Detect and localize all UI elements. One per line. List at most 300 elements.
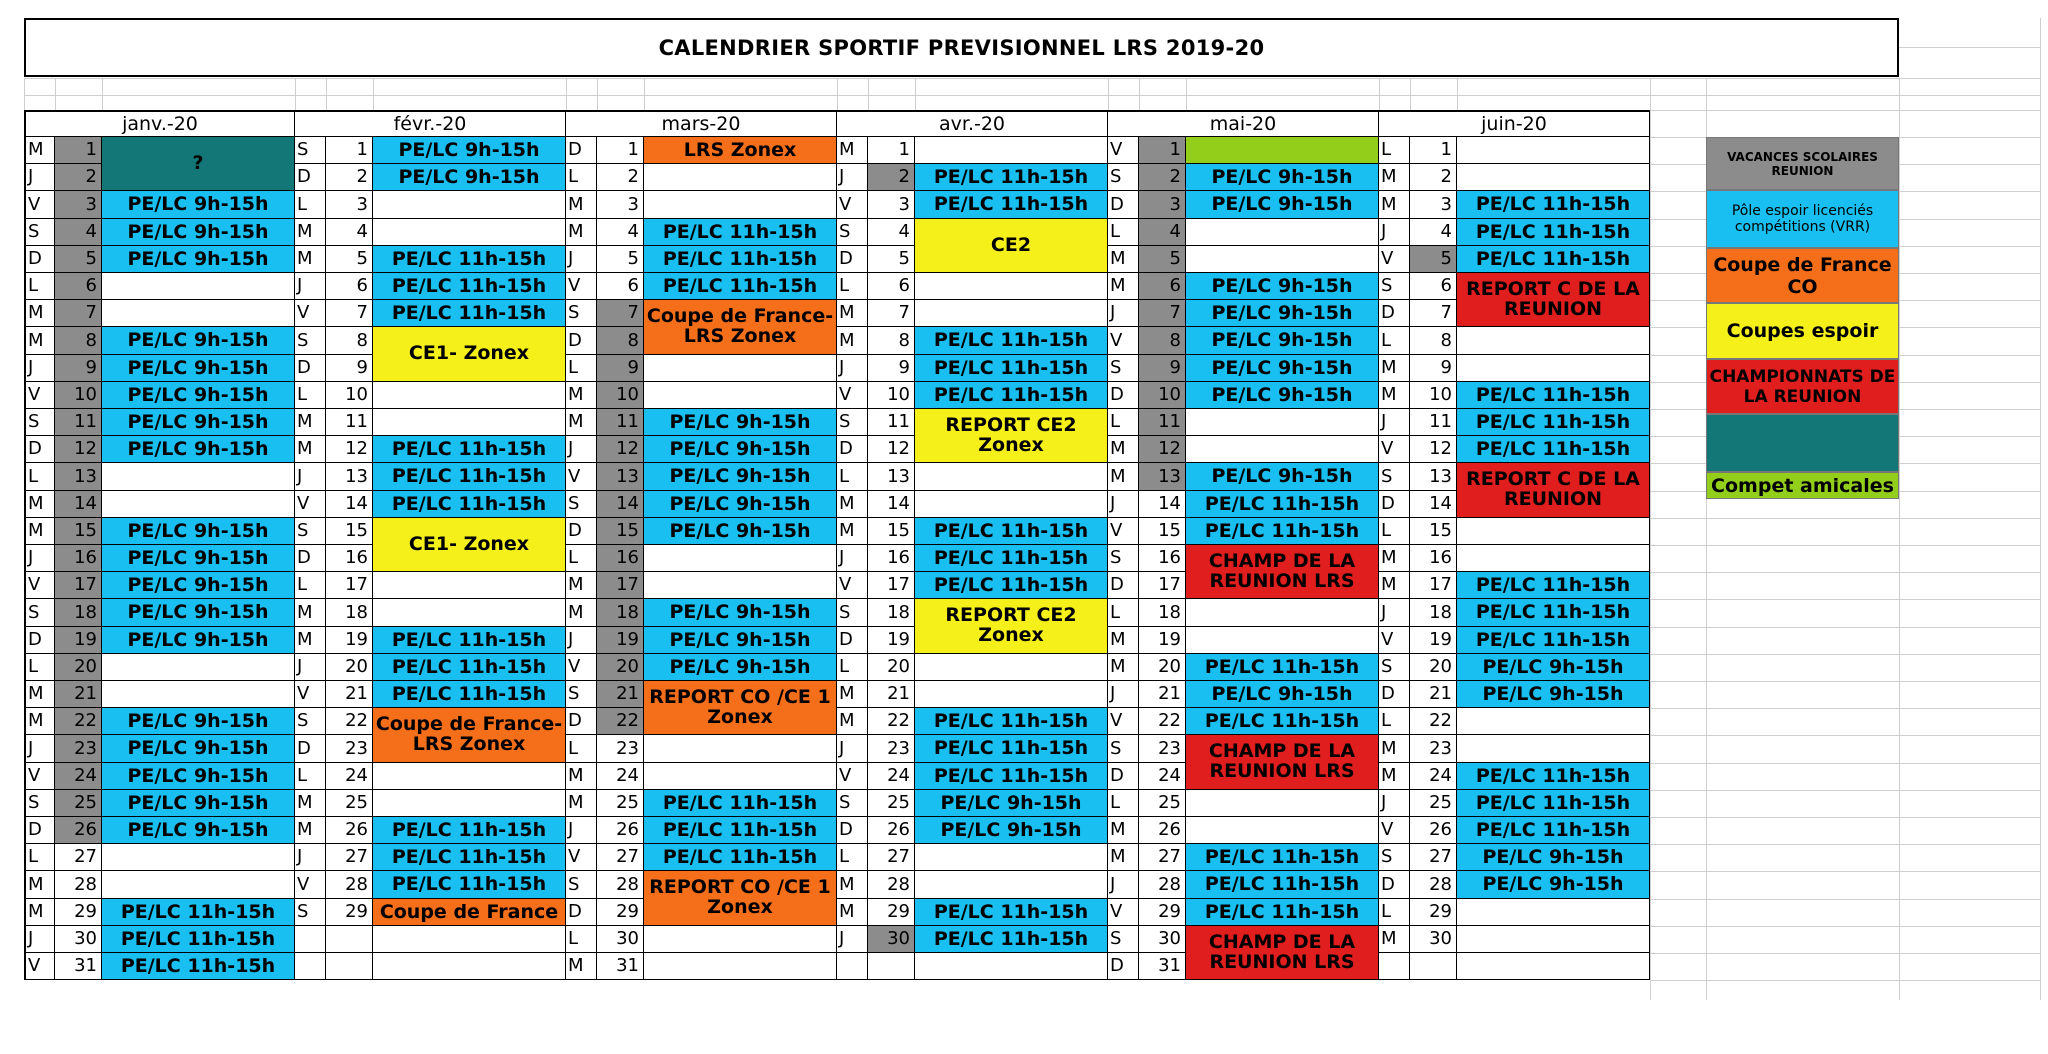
- event-cell[interactable]: CHAMP DE LA REUNION LRS: [1186, 545, 1379, 599]
- day-number[interactable]: 12: [1139, 436, 1186, 463]
- day-number[interactable]: 3: [55, 191, 102, 219]
- day-letter[interactable]: S: [295, 899, 326, 926]
- month-header[interactable]: juin-20: [1379, 110, 1650, 137]
- activity-cell[interactable]: [1457, 545, 1650, 572]
- day-number[interactable]: 23: [55, 735, 102, 763]
- day-number[interactable]: 1: [1410, 137, 1457, 164]
- day-number[interactable]: 23: [1139, 735, 1186, 763]
- day-number[interactable]: 21: [55, 681, 102, 708]
- day-letter[interactable]: V: [1108, 137, 1139, 164]
- event-cell[interactable]: Coupe de France- LRS Zonex: [373, 708, 566, 763]
- day-letter[interactable]: M: [1108, 817, 1139, 844]
- event-cell[interactable]: PE/LC 11h-15h: [644, 844, 837, 871]
- day-letter[interactable]: V: [1108, 708, 1139, 735]
- day-number[interactable]: 29: [1139, 899, 1186, 926]
- day-letter[interactable]: M: [566, 790, 597, 817]
- day-letter[interactable]: J: [566, 817, 597, 844]
- event-cell[interactable]: PE/LC 9h-15h: [102, 246, 295, 273]
- day-letter[interactable]: M: [837, 518, 868, 545]
- day-letter[interactable]: M: [566, 572, 597, 599]
- day-number[interactable]: 14: [55, 491, 102, 518]
- day-letter[interactable]: D: [566, 708, 597, 735]
- day-number[interactable]: 9: [55, 355, 102, 382]
- event-cell[interactable]: PE/LC 11h-15h: [1457, 382, 1650, 409]
- event-cell[interactable]: PE/LC 9h-15h: [102, 409, 295, 436]
- day-number[interactable]: 12: [326, 436, 373, 463]
- day-number[interactable]: 11: [1139, 409, 1186, 436]
- day-letter[interactable]: V: [837, 572, 868, 599]
- event-cell[interactable]: PE/LC 9h-15h: [1186, 681, 1379, 708]
- day-number[interactable]: 11: [868, 409, 915, 436]
- day-letter[interactable]: M: [24, 708, 55, 735]
- day-number[interactable]: 1: [1139, 137, 1186, 164]
- activity-cell[interactable]: [644, 545, 837, 572]
- day-letter[interactable]: S: [295, 708, 326, 735]
- day-number[interactable]: 19: [326, 627, 373, 654]
- event-cell[interactable]: PE/LC 11h-15h: [1457, 191, 1650, 219]
- activity-cell[interactable]: [1457, 899, 1650, 926]
- day-letter[interactable]: M: [295, 790, 326, 817]
- day-letter[interactable]: J: [295, 654, 326, 681]
- day-letter[interactable]: L: [837, 654, 868, 681]
- day-letter[interactable]: S: [1108, 545, 1139, 572]
- day-number[interactable]: 4: [326, 219, 373, 246]
- day-letter[interactable]: S: [295, 137, 326, 164]
- day-number[interactable]: 11: [326, 409, 373, 436]
- day-letter[interactable]: V: [566, 273, 597, 300]
- day-number[interactable]: 17: [1410, 572, 1457, 599]
- day-number[interactable]: 13: [597, 463, 644, 491]
- event-cell[interactable]: PE/LC 11h-15h: [1457, 572, 1650, 599]
- day-letter[interactable]: D: [837, 627, 868, 654]
- day-letter[interactable]: M: [295, 436, 326, 463]
- day-number[interactable]: 22: [55, 708, 102, 735]
- day-number[interactable]: 20: [55, 654, 102, 681]
- day-letter[interactable]: J: [24, 545, 55, 572]
- day-letter[interactable]: L: [837, 463, 868, 491]
- day-letter[interactable]: D: [566, 518, 597, 545]
- day-number[interactable]: 8: [55, 327, 102, 355]
- event-cell[interactable]: Coupe de France: [373, 899, 566, 926]
- event-cell[interactable]: PE/LC 11h-15h: [373, 817, 566, 844]
- activity-cell[interactable]: [1186, 790, 1379, 817]
- day-letter[interactable]: L: [1379, 708, 1410, 735]
- day-number[interactable]: 10: [326, 382, 373, 409]
- day-number[interactable]: 12: [1410, 436, 1457, 463]
- day-number[interactable]: 4: [55, 219, 102, 246]
- day-letter[interactable]: V: [566, 844, 597, 871]
- day-letter[interactable]: J: [566, 436, 597, 463]
- day-letter[interactable]: M: [1379, 735, 1410, 763]
- day-number[interactable]: 5: [1139, 246, 1186, 273]
- day-letter[interactable]: [1379, 953, 1410, 980]
- day-letter[interactable]: M: [566, 409, 597, 436]
- day-number[interactable]: [326, 953, 373, 980]
- day-letter[interactable]: J: [295, 273, 326, 300]
- day-number[interactable]: 29: [868, 899, 915, 926]
- legend-item[interactable]: Pôle espoir licenciés compétitions (VRR): [1706, 190, 1899, 248]
- day-letter[interactable]: V: [1108, 327, 1139, 355]
- event-cell[interactable]: PE/LC 11h-15h: [644, 790, 837, 817]
- event-cell[interactable]: PE/LC 11h-15h: [1186, 654, 1379, 681]
- activity-cell[interactable]: [102, 681, 295, 708]
- day-number[interactable]: 9: [1139, 355, 1186, 382]
- day-number[interactable]: 31: [55, 953, 102, 980]
- activity-cell[interactable]: [1186, 246, 1379, 273]
- day-letter[interactable]: L: [837, 844, 868, 871]
- legend-item[interactable]: VACANCES SCOLAIRES REUNION: [1706, 137, 1899, 190]
- day-letter[interactable]: M: [1379, 164, 1410, 191]
- day-letter[interactable]: J: [1379, 219, 1410, 246]
- day-letter[interactable]: M: [1108, 246, 1139, 273]
- event-cell[interactable]: REPORT CO /CE 1 Zonex: [644, 871, 837, 926]
- event-cell[interactable]: PE/LC 9h-15h: [644, 654, 837, 681]
- day-number[interactable]: 27: [55, 844, 102, 871]
- day-letter[interactable]: D: [1108, 572, 1139, 599]
- day-number[interactable]: 25: [1139, 790, 1186, 817]
- day-number[interactable]: 22: [326, 708, 373, 735]
- day-number[interactable]: 3: [1139, 191, 1186, 219]
- day-letter[interactable]: [295, 926, 326, 953]
- day-letter[interactable]: L: [566, 926, 597, 953]
- day-number[interactable]: 17: [868, 572, 915, 599]
- activity-cell[interactable]: [373, 763, 566, 790]
- day-number[interactable]: 1: [326, 137, 373, 164]
- activity-cell[interactable]: [644, 164, 837, 191]
- day-letter[interactable]: M: [1379, 382, 1410, 409]
- day-number[interactable]: 26: [1139, 817, 1186, 844]
- day-letter[interactable]: L: [24, 654, 55, 681]
- day-number[interactable]: 22: [597, 708, 644, 735]
- day-letter[interactable]: D: [24, 246, 55, 273]
- day-number[interactable]: 13: [55, 463, 102, 491]
- day-letter[interactable]: S: [837, 790, 868, 817]
- day-letter[interactable]: V: [1379, 817, 1410, 844]
- activity-cell[interactable]: [644, 191, 837, 219]
- day-letter[interactable]: S: [24, 599, 55, 627]
- day-letter[interactable]: M: [24, 491, 55, 518]
- day-letter[interactable]: J: [24, 355, 55, 382]
- day-number[interactable]: 14: [326, 491, 373, 518]
- day-number[interactable]: 14: [1410, 491, 1457, 518]
- day-letter[interactable]: J: [1108, 300, 1139, 327]
- day-letter[interactable]: S: [837, 409, 868, 436]
- day-number[interactable]: 6: [1410, 273, 1457, 300]
- event-cell[interactable]: PE/LC 9h-15h: [1186, 164, 1379, 191]
- day-number[interactable]: 22: [1410, 708, 1457, 735]
- day-letter[interactable]: M: [1379, 572, 1410, 599]
- day-letter[interactable]: D: [1379, 300, 1410, 327]
- day-number[interactable]: 15: [1410, 518, 1457, 545]
- day-letter[interactable]: V: [24, 763, 55, 790]
- day-letter[interactable]: M: [1379, 926, 1410, 953]
- legend-item[interactable]: Compet amicales: [1706, 472, 1899, 499]
- activity-cell[interactable]: [644, 572, 837, 599]
- event-cell[interactable]: PE/LC 11h-15h: [373, 463, 566, 491]
- day-letter[interactable]: L: [295, 191, 326, 219]
- day-number[interactable]: 25: [55, 790, 102, 817]
- activity-cell[interactable]: [1457, 327, 1650, 355]
- day-letter[interactable]: S: [1108, 926, 1139, 953]
- event-cell[interactable]: PE/LC 11h-15h: [1186, 708, 1379, 735]
- event-cell[interactable]: PE/LC 11h-15h: [644, 219, 837, 246]
- day-letter[interactable]: M: [1108, 654, 1139, 681]
- activity-cell[interactable]: [102, 871, 295, 899]
- day-number[interactable]: 21: [1410, 681, 1457, 708]
- month-header[interactable]: févr.-20: [295, 110, 566, 137]
- day-number[interactable]: 5: [868, 246, 915, 273]
- day-letter[interactable]: V: [295, 871, 326, 899]
- day-number[interactable]: 2: [1139, 164, 1186, 191]
- day-letter[interactable]: J: [837, 735, 868, 763]
- activity-cell[interactable]: [915, 300, 1108, 327]
- day-number[interactable]: 4: [868, 219, 915, 246]
- event-cell[interactable]: PE/LC 11h-15h: [373, 300, 566, 327]
- day-letter[interactable]: M: [1379, 545, 1410, 572]
- event-cell[interactable]: PE/LC 9h-15h: [102, 572, 295, 599]
- day-letter[interactable]: V: [24, 953, 55, 980]
- day-number[interactable]: 21: [1139, 681, 1186, 708]
- day-letter[interactable]: J: [837, 926, 868, 953]
- day-number[interactable]: 2: [1410, 164, 1457, 191]
- event-cell[interactable]: PE/LC 9h-15h: [102, 518, 295, 545]
- event-cell[interactable]: REPORT CE2 Zonex: [915, 599, 1108, 654]
- day-letter[interactable]: J: [1108, 681, 1139, 708]
- day-letter[interactable]: J: [1108, 491, 1139, 518]
- day-letter[interactable]: L: [24, 463, 55, 491]
- day-number[interactable]: 16: [326, 545, 373, 572]
- month-header[interactable]: avr.-20: [837, 110, 1108, 137]
- event-cell[interactable]: PE/LC 11h-15h: [1186, 899, 1379, 926]
- month-header[interactable]: janv.-20: [24, 110, 295, 137]
- day-letter[interactable]: D: [1108, 763, 1139, 790]
- day-number[interactable]: 23: [326, 735, 373, 763]
- day-number[interactable]: 2: [326, 164, 373, 191]
- day-letter[interactable]: S: [24, 790, 55, 817]
- day-number[interactable]: 16: [1139, 545, 1186, 572]
- activity-cell[interactable]: [1457, 926, 1650, 953]
- activity-cell[interactable]: [373, 599, 566, 627]
- day-number[interactable]: 20: [868, 654, 915, 681]
- day-number[interactable]: 14: [1139, 491, 1186, 518]
- event-cell[interactable]: PE/LC 11h-15h: [373, 273, 566, 300]
- event-cell[interactable]: PE/LC 11h-15h: [1186, 491, 1379, 518]
- day-number[interactable]: 2: [597, 164, 644, 191]
- month-header[interactable]: mai-20: [1108, 110, 1379, 137]
- day-number[interactable]: 12: [868, 436, 915, 463]
- activity-cell[interactable]: [373, 382, 566, 409]
- day-letter[interactable]: D: [295, 735, 326, 763]
- day-letter[interactable]: J: [566, 627, 597, 654]
- day-letter[interactable]: L: [24, 844, 55, 871]
- activity-cell[interactable]: [373, 926, 566, 953]
- event-cell[interactable]: PE/LC 9h-15h: [1457, 871, 1650, 899]
- day-number[interactable]: 25: [868, 790, 915, 817]
- activity-cell[interactable]: [102, 463, 295, 491]
- day-number[interactable]: 9: [868, 355, 915, 382]
- day-number[interactable]: 26: [326, 817, 373, 844]
- day-letter[interactable]: M: [295, 246, 326, 273]
- day-letter[interactable]: M: [24, 518, 55, 545]
- day-letter[interactable]: M: [837, 871, 868, 899]
- day-number[interactable]: 13: [868, 463, 915, 491]
- day-number[interactable]: 26: [597, 817, 644, 844]
- day-letter[interactable]: V: [295, 491, 326, 518]
- event-cell[interactable]: PE/LC 9h-15h: [1186, 300, 1379, 327]
- day-number[interactable]: 10: [55, 382, 102, 409]
- event-cell[interactable]: CE1- Zonex: [373, 518, 566, 572]
- activity-cell[interactable]: [644, 953, 837, 980]
- day-letter[interactable]: L: [1108, 599, 1139, 627]
- day-letter[interactable]: M: [24, 300, 55, 327]
- day-number[interactable]: 10: [1139, 382, 1186, 409]
- day-number[interactable]: 21: [326, 681, 373, 708]
- event-cell[interactable]: PE/LC 11h-15h: [373, 436, 566, 463]
- day-number[interactable]: 21: [597, 681, 644, 708]
- day-number[interactable]: 3: [868, 191, 915, 219]
- day-number[interactable]: 25: [326, 790, 373, 817]
- day-letter[interactable]: M: [295, 219, 326, 246]
- event-cell[interactable]: [1186, 137, 1379, 164]
- day-letter[interactable]: [837, 953, 868, 980]
- event-cell[interactable]: PE/LC 9h-15h: [915, 817, 1108, 844]
- activity-cell[interactable]: [644, 735, 837, 763]
- day-letter[interactable]: D: [1108, 191, 1139, 219]
- legend-item[interactable]: [1706, 414, 1899, 472]
- day-letter[interactable]: L: [566, 735, 597, 763]
- day-letter[interactable]: D: [1108, 953, 1139, 980]
- day-number[interactable]: 23: [868, 735, 915, 763]
- event-cell[interactable]: PE/LC 9h-15h: [1457, 654, 1650, 681]
- day-number[interactable]: 24: [1410, 763, 1457, 790]
- day-number[interactable]: 28: [326, 871, 373, 899]
- day-number[interactable]: 28: [55, 871, 102, 899]
- event-cell[interactable]: PE/LC 11h-15h: [915, 518, 1108, 545]
- day-number[interactable]: 7: [868, 300, 915, 327]
- day-letter[interactable]: S: [566, 681, 597, 708]
- day-number[interactable]: 16: [868, 545, 915, 572]
- day-number[interactable]: [868, 953, 915, 980]
- day-number[interactable]: 27: [1139, 844, 1186, 871]
- event-cell[interactable]: PE/LC 11h-15h: [102, 953, 295, 980]
- activity-cell[interactable]: [373, 409, 566, 436]
- day-letter[interactable]: J: [1379, 409, 1410, 436]
- day-letter[interactable]: M: [566, 382, 597, 409]
- day-letter[interactable]: V: [1379, 627, 1410, 654]
- day-number[interactable]: 16: [55, 545, 102, 572]
- day-number[interactable]: 15: [868, 518, 915, 545]
- day-number[interactable]: 1: [55, 137, 102, 164]
- day-number[interactable]: 17: [1139, 572, 1186, 599]
- day-number[interactable]: 14: [597, 491, 644, 518]
- event-cell[interactable]: CE2: [915, 219, 1108, 273]
- day-number[interactable]: 13: [326, 463, 373, 491]
- event-cell[interactable]: PE/LC 9h-15h: [644, 409, 837, 436]
- day-letter[interactable]: S: [1108, 735, 1139, 763]
- day-number[interactable]: 9: [597, 355, 644, 382]
- day-letter[interactable]: M: [1108, 273, 1139, 300]
- day-letter[interactable]: S: [566, 491, 597, 518]
- day-number[interactable]: 1: [597, 137, 644, 164]
- event-cell[interactable]: PE/LC 11h-15h: [1457, 436, 1650, 463]
- day-number[interactable]: 20: [1139, 654, 1186, 681]
- day-number[interactable]: 30: [1139, 926, 1186, 953]
- day-number[interactable]: 8: [597, 327, 644, 355]
- day-number[interactable]: 11: [55, 409, 102, 436]
- event-cell[interactable]: PE/LC 11h-15h: [373, 491, 566, 518]
- day-number[interactable]: 25: [597, 790, 644, 817]
- event-cell[interactable]: PE/LC 9h-15h: [1186, 191, 1379, 219]
- day-number[interactable]: 25: [1410, 790, 1457, 817]
- event-cell[interactable]: PE/LC 9h-15h: [1457, 844, 1650, 871]
- day-letter[interactable]: M: [566, 191, 597, 219]
- event-cell[interactable]: PE/LC 11h-15h: [373, 871, 566, 899]
- day-number[interactable]: 10: [597, 382, 644, 409]
- day-number[interactable]: 31: [597, 953, 644, 980]
- day-number[interactable]: 10: [1410, 382, 1457, 409]
- activity-cell[interactable]: [1186, 627, 1379, 654]
- day-number[interactable]: 27: [597, 844, 644, 871]
- day-letter[interactable]: V: [837, 191, 868, 219]
- day-number[interactable]: 20: [326, 654, 373, 681]
- day-number[interactable]: 6: [55, 273, 102, 300]
- activity-cell[interactable]: [915, 463, 1108, 491]
- event-cell[interactable]: PE/LC 9h-15h: [915, 790, 1108, 817]
- event-cell[interactable]: PE/LC 9h-15h: [102, 545, 295, 572]
- event-cell[interactable]: REPORT CO /CE 1 Zonex: [644, 681, 837, 735]
- day-number[interactable]: 6: [326, 273, 373, 300]
- day-number[interactable]: 8: [1410, 327, 1457, 355]
- day-letter[interactable]: L: [566, 164, 597, 191]
- day-letter[interactable]: L: [1379, 518, 1410, 545]
- activity-cell[interactable]: [373, 790, 566, 817]
- day-letter[interactable]: D: [295, 164, 326, 191]
- event-cell[interactable]: PE/LC 9h-15h: [373, 164, 566, 191]
- day-number[interactable]: 17: [55, 572, 102, 599]
- day-number[interactable]: 15: [55, 518, 102, 545]
- day-number[interactable]: 5: [55, 246, 102, 273]
- day-number[interactable]: 8: [868, 327, 915, 355]
- day-number[interactable]: 11: [1410, 409, 1457, 436]
- day-number[interactable]: 27: [326, 844, 373, 871]
- day-letter[interactable]: S: [1379, 844, 1410, 871]
- event-cell[interactable]: PE/LC 11h-15h: [1457, 246, 1650, 273]
- day-number[interactable]: 29: [1410, 899, 1457, 926]
- event-cell[interactable]: PE/LC 9h-15h: [102, 763, 295, 790]
- activity-cell[interactable]: [1186, 409, 1379, 436]
- event-cell[interactable]: PE/LC 11h-15h: [915, 708, 1108, 735]
- event-cell[interactable]: PE/LC 11h-15h: [1186, 518, 1379, 545]
- day-letter[interactable]: D: [1379, 871, 1410, 899]
- day-number[interactable]: 2: [55, 164, 102, 191]
- day-number[interactable]: 15: [597, 518, 644, 545]
- day-letter[interactable]: M: [837, 327, 868, 355]
- event-cell[interactable]: PE/LC 11h-15h: [915, 355, 1108, 382]
- day-letter[interactable]: L: [295, 763, 326, 790]
- day-letter[interactable]: L: [295, 572, 326, 599]
- activity-cell[interactable]: [644, 763, 837, 790]
- event-cell[interactable]: CHAMP DE LA REUNION LRS: [1186, 735, 1379, 790]
- event-cell[interactable]: PE/LC 11h-15h: [644, 246, 837, 273]
- month-header[interactable]: mars-20: [566, 110, 837, 137]
- day-number[interactable]: 23: [1410, 735, 1457, 763]
- day-number[interactable]: 31: [1139, 953, 1186, 980]
- event-cell[interactable]: PE/LC 11h-15h: [915, 899, 1108, 926]
- day-letter[interactable]: D: [837, 817, 868, 844]
- day-letter[interactable]: S: [24, 219, 55, 246]
- event-cell[interactable]: PE/LC 9h-15h: [102, 790, 295, 817]
- day-letter[interactable]: M: [566, 953, 597, 980]
